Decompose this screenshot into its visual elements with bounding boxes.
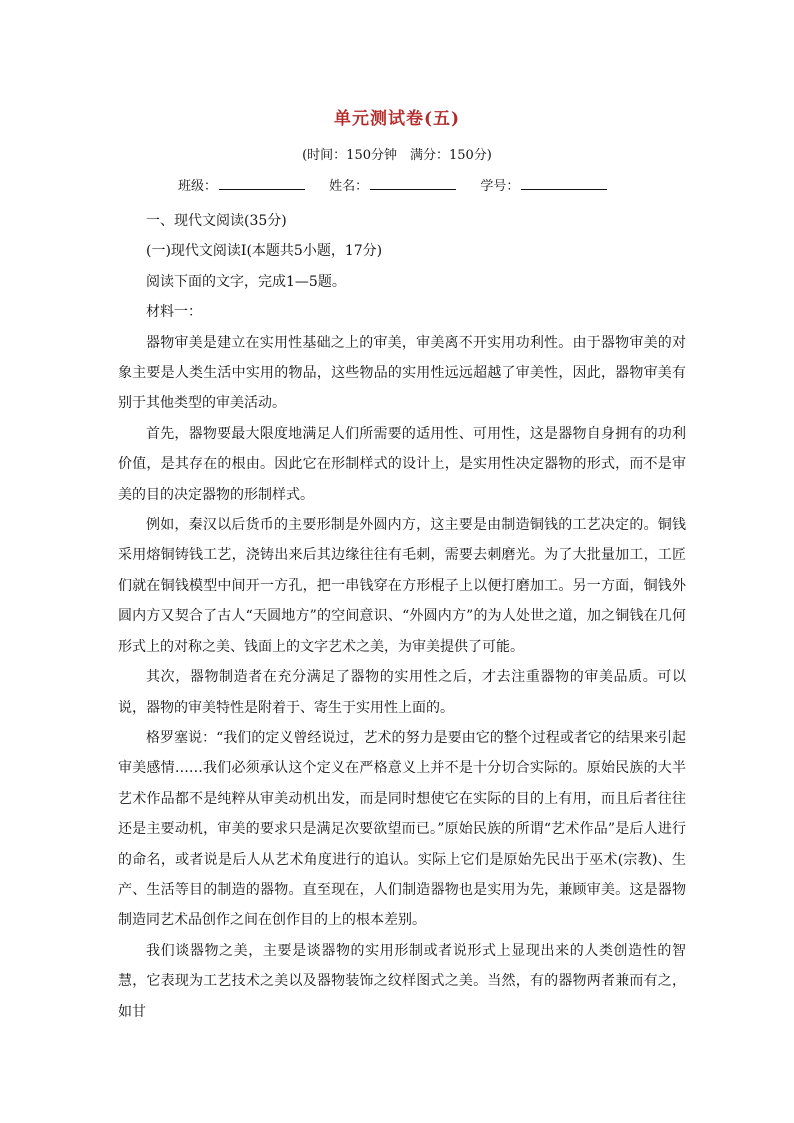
paragraph: 其次，器物制造者在充分满足了器物的实用性之后，才去注重器物的审美品质。可以说，器物的审美特性是附着于、寄生于实用性上面的。 [118, 669, 686, 716]
paragraph: 器物审美是建立在实用性基础之上的审美，审美离不开实用功利性。由于器物审美的对象主要是人类生活中实用的物品，这些物品的实用性远远超越了审美性，因此，器物审美有别于其他类型的审美活动。 [118, 334, 686, 412]
subsection-heading: (一)现代文阅读Ⅰ(本题共5小题，17分) [146, 243, 383, 260]
material-label: 材料一： [146, 304, 202, 321]
paragraph: 例如，秦汉以后货币的主要形制是外圆内方，这主要是由制造铜钱的工艺决定的。铜钱采用熔铜铸钱工艺，浇铸出来后其边缘往往有毛刺，需要去刺磨光。为了大批量加工，工匠们就在铜钱模型中间开一方孔，把一串钱穿在方形棍子上以便打磨加工。另一方面，铜钱外圆内方又契合了古人“天圆地方”的空间意识、“外圆内方”的为人处世之道，加之铜钱在几何形式上的对称之美、钱面上的文字艺术之美，为审美提供了可能。 [118, 517, 686, 655]
student-id-field [480, 175, 607, 194]
section-heading: 一、现代文阅读(35分) [146, 213, 287, 229]
class-label: 班级： [178, 179, 218, 194]
name-field [329, 175, 456, 194]
name-blank[interactable] [370, 179, 456, 190]
exam-info: (时间：150分钟 满分：150分) [302, 148, 492, 163]
class-blank[interactable] [219, 179, 305, 190]
class-field [178, 175, 305, 194]
paragraph: 格罗塞说：“我们的定义曾经说过，艺术的努力是要由它的整个过程或者它的结果来引起审美感情……我们必须承认这个定义在严格意义上并不是十分切合实际的。原始民族的大半艺术作品都不是纯粹从审美动机出发，而是同时想使它在实际的目的上有用，而且后者往往还是主要动机，审美的要求只是满足次要欲望而已。”原始民族的所谓“艺术作品”是后人进行的命名，或者说是后人从艺术角度进行的追认。实际上它们是原始先民出于巫术(宗教)、生产、生活等目的制造的器物。直至现在，人们制造器物也是实用为先，兼顾审美。这是器物制造同艺术品创作之间在创作目的上的根本差别。 [118, 729, 686, 929]
page-title: 单元测试卷(五) [333, 109, 461, 129]
document-body [118, 206, 686, 1027]
instruction-text: 阅读下面的文字，完成1—5题。 [146, 273, 346, 290]
name-label: 姓名： [329, 179, 369, 194]
student-id-label: 学号： [480, 179, 520, 194]
paragraph: 首先，器物要最大限度地满足人们所需要的适用性、可用性，这是器物自身拥有的功利价值，是其存在的根由。因此它在形制样式的设计上，是实用性决定器物的形式，而不是审美的目的决定器物的形制样式。 [118, 425, 686, 503]
student-info-fields [178, 175, 638, 194]
paragraph: 我们谈器物之美，主要是谈器物的实用形制或者说形式上显现出来的人类创造性的智慧，它表现为工艺技术之美以及器物装饰之纹样图式之美。当然，有的器物两者兼而有之，如甘 [118, 942, 686, 1020]
student-id-blank[interactable] [521, 179, 607, 190]
